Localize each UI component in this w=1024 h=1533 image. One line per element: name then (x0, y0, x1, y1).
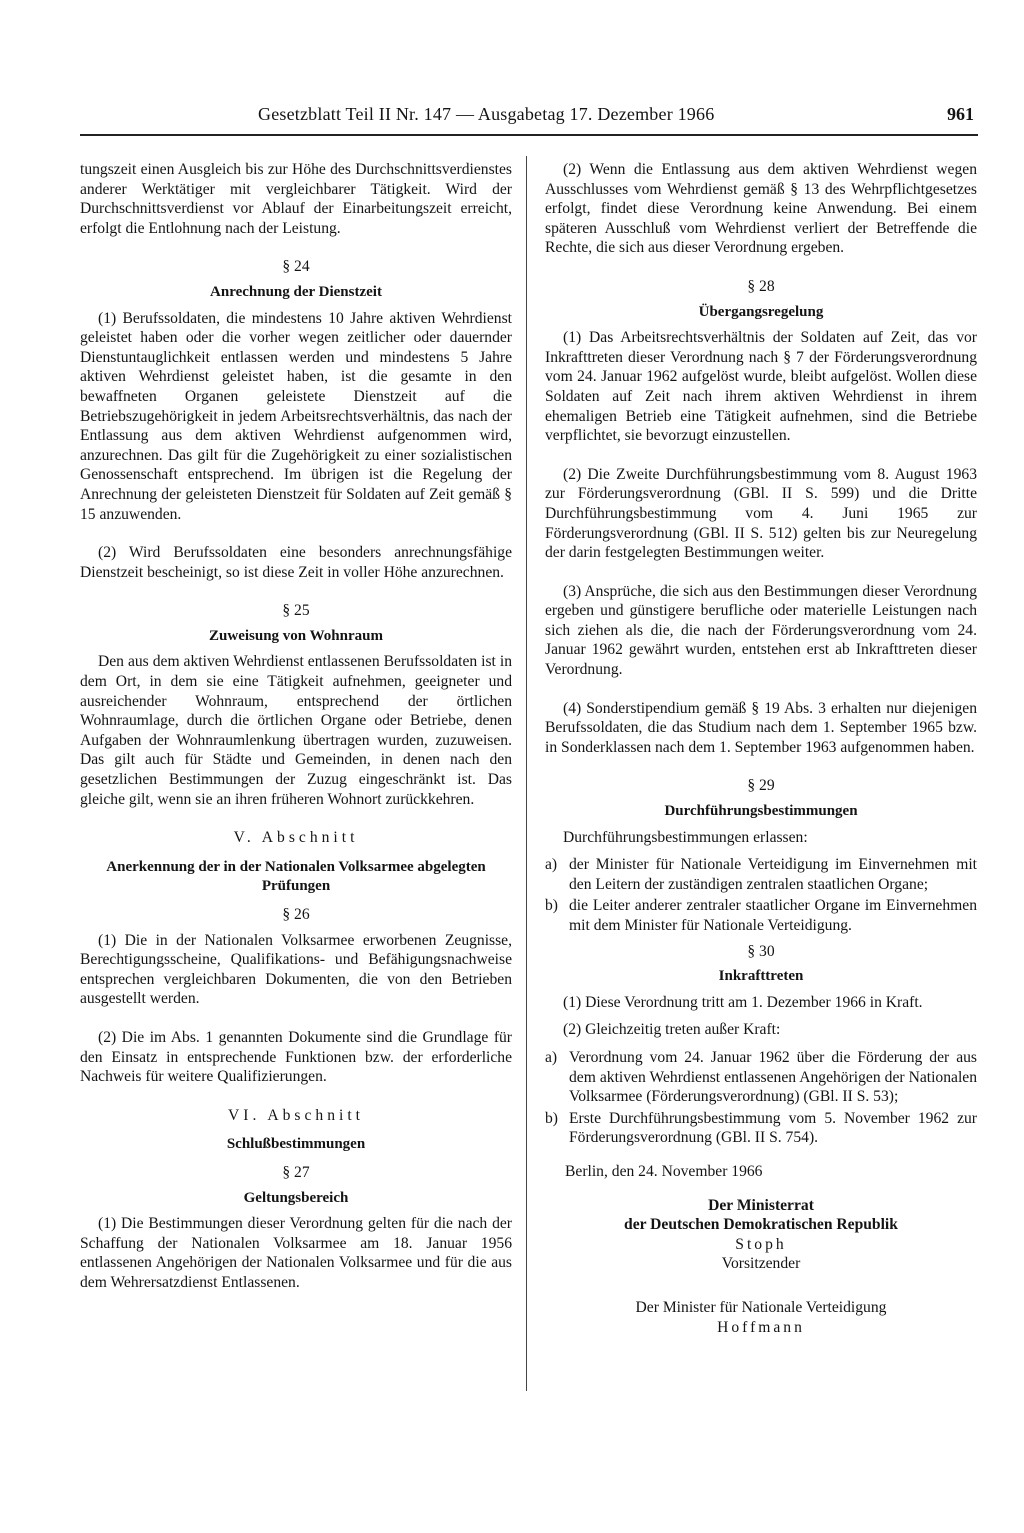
list-item-text: Erste Durchführungsbestimmung vom 5. November 1962 zur Förderungsverordnung (GBl. II S. 754). (569, 1109, 977, 1147)
list-item-text: Verordnung vom 24. Januar 1962 über die Förderung der aus dem aktiven Wehrdienst entlassenen Angehörigen der Nationalen Volksarmee (Förderungsverordnung) (GBl. II S. 53); (569, 1048, 977, 1106)
left-column (80, 160, 512, 1312)
list-item-text: der Minister für Nationale Verteidigung im Einvernehmen mit den Leitern der zuständigen zentralen staatlichen Organe; (569, 856, 977, 893)
list-item (545, 855, 977, 894)
section-25-title: Zuweisung von Wohnraum (209, 627, 383, 644)
signatory-role-1: Vorsitzender (721, 1255, 801, 1273)
header-title: Gesetzblatt Teil II Nr. 147 — Ausgabetag 17. Dezember 1966 (258, 104, 715, 124)
section-29-number: § 29 (747, 777, 775, 795)
section-24-paragraph-1: (1) Berufssoldaten, die mindestens 10 Jahre aktiven Wehrdienst geleistet haben oder die vorher wegen zeitlicher oder dauernder Dienstuntauglichkeit entlassen werden und mindestens 5 Jahre aktiven Wehrdienst geleistet haben, ist die gesamte in den bewaffneten Organen geleistete Dienstzeit auf die Betriebszugehörigkeit in jedem Arbeitsrechtsverhältnis, das nach der Entlassung aus dem aktiven Wehrdienst aufgenommen wird, anzurechnen. Das gilt für die Zugehörigkeit zu einer sozialistischen Genossenschaft entsprechend. Im übrigen ist die Regelung der Anrechnung der geleisteten Dienstzeit für Soldaten auf Zeit gemäß § 15 anzuwenden. (80, 309, 512, 523)
signature-block (545, 1196, 977, 1338)
list-item-label: b) (545, 1109, 558, 1127)
section-29-title: Durchführungsbestimmungen (664, 803, 858, 820)
right-column (545, 160, 977, 1337)
list-item (545, 1048, 977, 1107)
section-27-paragraph-1: (1) Die Bestimmungen dieser Verordnung gelten für die nach der Schaffung der Nationalen Volksarmee am 18. Januar 1956 entlassenen Angehörigen der Nationalen Volksarmee und für die aus dem Wehrersatzdienst Entlassenen. (80, 1215, 512, 1291)
section-28-number: § 28 (747, 277, 775, 295)
section-27-number: § 27 (282, 1163, 310, 1181)
section-30-paragraph-2: (2) Gleichzeitig treten außer Kraft: (563, 1021, 781, 1039)
section-30-paragraph-1: (1) Diese Verordnung tritt am 1. Dezember 1966 in Kraft. (563, 993, 923, 1011)
list-item-label: b) (545, 897, 558, 915)
section-24-title: Anrechnung der Dienstzeit (210, 283, 382, 300)
page-header (80, 104, 978, 136)
section-25-paragraph-1: Den aus dem aktiven Wehrdienst entlassenen Berufssoldaten ist in dem Ort, in dem sie eine Tätigkeit aufnehmen, geeigneter und ausreichender Wohnraum, entsprechend der örtlichen Wohnraumlage, durch die örtlichen Organe oder Betriebe, denen Aufgaben der Wohnraumlenkung übertragen wurden, zuzuweisen. Das gilt auch für Städte und Gemeinden, in denen nach den gesetzlichen Bestimmungen der Zuzug eingeschränkt ist. Das gleiche gilt, wenn sie an ihren früheren Wohnort zurückkehren. (80, 653, 512, 808)
page-number: 961 (947, 104, 974, 124)
section-25-number: § 25 (282, 602, 310, 620)
section-30-list (545, 1048, 977, 1148)
signatory-name-1: Stoph (735, 1235, 787, 1253)
section-28-title: Übergangsregelung (698, 303, 824, 320)
signatory-name-2: Hoffmann (717, 1318, 805, 1336)
dateline: Berlin, den 24. November 1966 (565, 1162, 763, 1180)
section-24-paragraph-2: (2) Wird Berufssoldaten eine besonders anrechnungsfähige Dienstzeit bescheinigt, so ist diese Zeit in voller Höhe anzurechnen. (80, 544, 512, 581)
section-26-number: § 26 (282, 906, 310, 923)
section-26-paragraph-1: (1) Die in der Nationalen Volksarmee erworbenen Zeugnisse, Berechtigungsscheine, Qualifikations- und Befähigungsnachweise entsprechen vergleichbaren Dokumenten, die von den Betrieben ausgestellt werden. (80, 931, 512, 1008)
abschnitt-6-title: Schlußbestimmungen (226, 1136, 366, 1153)
section-28-paragraph-4: (4) Sonderstipendium gemäß § 19 Abs. 3 erhalten nur diejenigen Berufssoldaten, die das Studium nach dem 1. September 1965 bzw. in Sonderklassen nach dem 1. September 1963 aufgenommen haben. (545, 699, 977, 756)
section-24-number: § 24 (282, 258, 310, 276)
section-29-list (545, 855, 977, 935)
section-28-paragraph-3: (3) Ansprüche, die sich aus den Bestimmungen dieser Verordnung ergeben und günstigere berufliche oder materielle Leistungen nach sich ziehen als die, die nach der Förderungsverordnung vom 24. Januar 1962 gewährt wurden, entstehen erst ab Inkrafttreten dieser Verordnung. (545, 582, 977, 679)
column-divider (526, 156, 527, 1391)
abschnitt-5-label: V. Abschnitt (233, 829, 359, 847)
section-28-paragraph-2: (2) Die Zweite Durchführungsbestimmung vom 8. August 1963 zur Förderungsverordnung (GBl. II S. 599) und die Dritte Durchführungsbestimmung vom 4. Juni 1965 zur Förderungsverordnung (GBl. II S. 512) gelten bis zur Neuregelung der darin festgelegten Bestimmungen weiter. (545, 465, 977, 562)
intro-paragraph: tungszeit einen Ausgleich bis zur Höhe des Durchschnittsverdienstes anderer Werktätiger mit vergleichbarer Tätigkeit. Wird der Durchschnittsverdienst vor Ablauf der Einarbeitungszeit erreicht, erfolgt die Entlohnung nach der Leistung. (80, 161, 512, 237)
section-26-paragraph-2: (2) Die im Abs. 1 genannten Dokumente sind die Grundlage für den Einsatz in entsprechende Funktionen bzw. der erforderliche Nachweis für weitere Qualifizierungen. (80, 1028, 512, 1086)
list-item-text: die Leiter anderer zentraler staatlicher Organe im Einvernehmen mit dem Minister für Nationale Verteidigung. (569, 897, 977, 934)
section-29-lead: Durchführungsbestimmungen erlassen: (563, 828, 808, 846)
list-item-label: a) (545, 856, 558, 874)
section-30-number: § 30 (747, 942, 775, 960)
abschnitt-5-title: Anerkennung der in der Nationalen Volksarmee abgelegten Prüfungen (106, 858, 486, 895)
abschnitt-6-label: VI. Abschnitt (227, 1106, 365, 1124)
signatory-minister-title: Der Minister für Nationale Verteidigung (635, 1298, 887, 1316)
list-item-label: a) (545, 1048, 558, 1066)
signature-org-line-1: Der Ministerrat (708, 1196, 814, 1214)
signature-org-line-2: der Deutschen Demokratischen Republik (624, 1216, 898, 1234)
section-30-title: Inkrafttreten (718, 968, 804, 985)
section-28-paragraph-1: (1) Das Arbeitsrechtsverhältnis der Soldaten auf Zeit, das vor Inkrafttreten dieser Verordnung nach § 7 der Förderungsverordnung vom 24. Januar 1962 aufgelöst wurde, bleibt aufgelöst. Wollen diese Soldaten auf Zeit nach ihrem aktiven Wehrdienst in ihrem ehemaligen Betrieb eine Tätigkeit aufnehmen, sind die Betriebe verpflichtet, sie bevorzugt einzustellen. (545, 329, 977, 445)
list-item (545, 1109, 977, 1148)
section-27-title: Geltungsbereich (243, 1189, 349, 1206)
list-item (545, 896, 977, 935)
section-27-paragraph-2: (2) Wenn die Entlassung aus dem aktiven Wehrdienst wegen Ausschlusses vom Wehrdienst gemäß § 13 des Wehrpflichtgesetzes erfolgt, findet diese Verordnung keine Anwendung. Bei einem späteren Ausschluß vom Wehrdienst verliert der Betreffende die Rechte, die sich aus dieser Verordnung ergeben. (545, 161, 977, 257)
